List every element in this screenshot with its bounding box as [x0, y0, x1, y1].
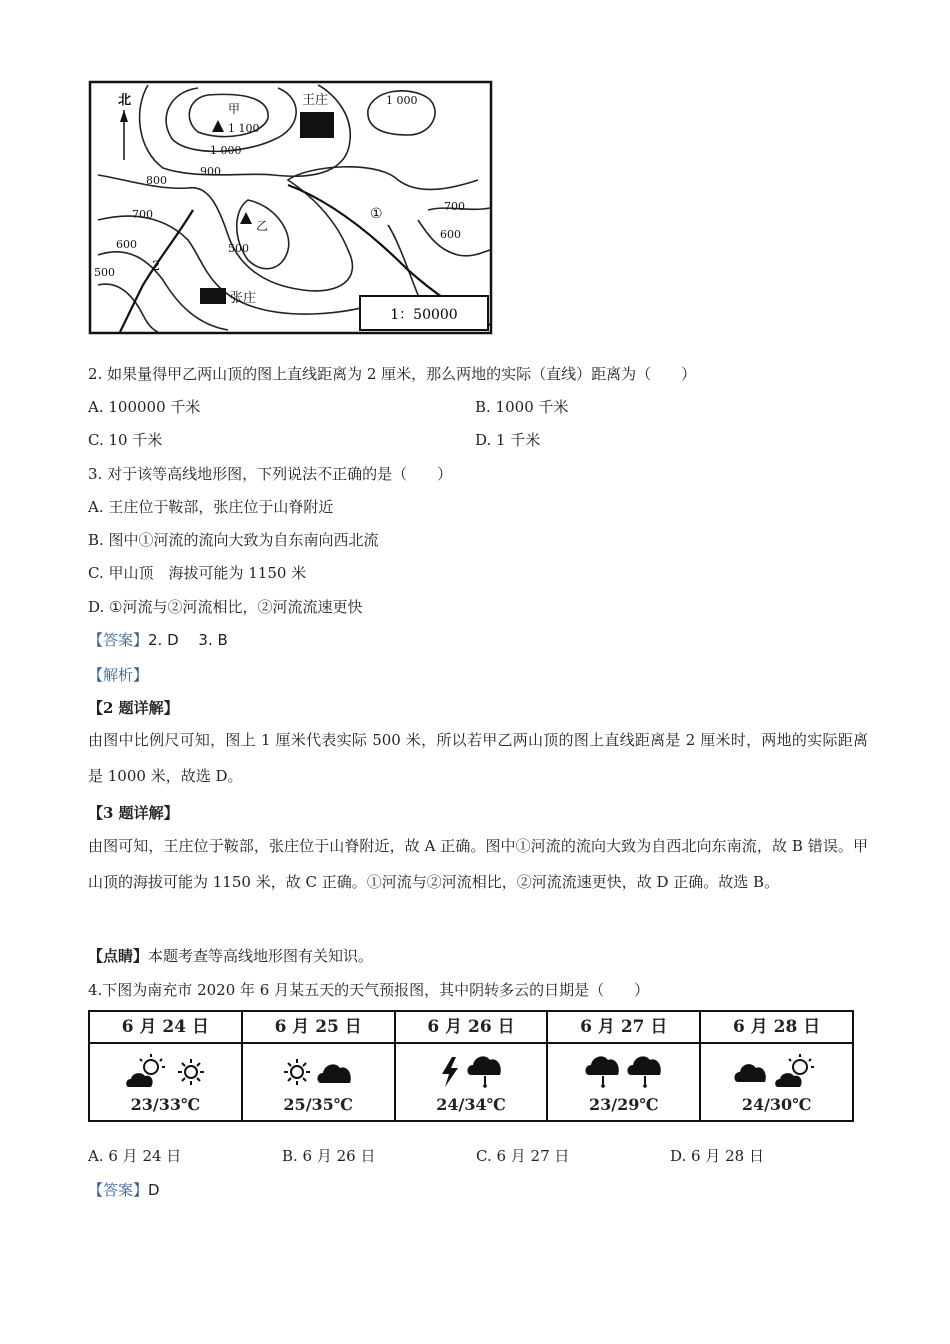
lightning-icon [439, 1056, 461, 1088]
contour-map [88, 80, 493, 335]
weather-date: 6 月 28 日 [701, 1012, 852, 1044]
rain-icon [627, 1055, 663, 1089]
answer-line-2 [88, 1180, 160, 1200]
q3-stem: 3. 对于该等高线地形图，下列说法不正确的是（ ） [88, 465, 453, 483]
contour-label-3: 900 [200, 165, 221, 178]
village-zhang-icon [200, 288, 226, 304]
contour-label-0: 1 000 [386, 94, 418, 107]
north-label: 北 [118, 93, 132, 108]
partly-cloudy-icon [125, 1053, 171, 1091]
detail3-title: 【3 题详解】 [88, 804, 179, 822]
q2-option-a: A. 100000 千米 [88, 398, 201, 416]
sunny-icon [177, 1058, 205, 1086]
rain-icon [467, 1055, 503, 1089]
q4-stem: 4.下图为南充市 2020 年 6 月某五天的天气预报图，其中阴转多云的日期是（ ） [88, 981, 650, 999]
contour-label-5: 700 [132, 208, 153, 221]
q4-option-d: D. 6 月 28 日 [670, 1147, 764, 1165]
label-wang: 王庄 [302, 93, 329, 108]
analysis-tag: 【解析】 [88, 666, 149, 684]
contour-label-1: 1 100 [228, 122, 260, 135]
weather-temp: 23/33℃ [130, 1094, 201, 1114]
detail2-body: 由图中比例尺可知，图上 1 厘米代表实际 500 米，所以若甲乙两山顶的图上直线距离是 2 厘米时，两地的实际距离是 1000 米，故选 D。 [88, 731, 868, 785]
contour-label-9: 700 [444, 200, 465, 213]
q3-option-b: B. 图中①河流的流向大致为自东南向西北流 [88, 531, 379, 549]
q2-stem: 2. 如果量得甲乙两山顶的图上直线距离为 2 厘米，那么两地的实际（直线）距离为（ ） [88, 365, 697, 383]
weather-day [243, 1012, 396, 1120]
comment-text: 本题考查等高线地形图有关知识。 [148, 947, 374, 965]
label-zhang: 张庄 [230, 291, 257, 306]
label-river-2: 2 [152, 259, 161, 274]
weather-forecast-table [88, 1010, 854, 1122]
label-jia: 甲 [228, 102, 241, 116]
q2-option-d: D. 1 千米 [475, 431, 541, 449]
weather-date: 6 月 26 日 [396, 1012, 547, 1044]
partly-cloudy-icon [774, 1053, 820, 1091]
weather-temp: 24/34℃ [436, 1094, 506, 1114]
overcast-icon [317, 1059, 353, 1085]
rain-icon [585, 1055, 621, 1089]
weather-day [548, 1012, 701, 1120]
weather-day [396, 1012, 549, 1120]
weather-temp: 25/35℃ [283, 1094, 353, 1114]
detail2-title: 【2 题详解】 [88, 699, 179, 717]
weather-temp: 24/30℃ [741, 1094, 812, 1114]
weather-day [701, 1012, 852, 1120]
q3-option-c: C. 甲山顶 海拔可能为 1150 米 [88, 564, 307, 582]
comment-line [88, 946, 373, 966]
contour-label-8: 500 [228, 242, 249, 255]
weather-date: 6 月 24 日 [90, 1012, 241, 1044]
weather-temp: 23/29℃ [589, 1094, 659, 1114]
q3-option-d: D. ①河流与②河流相比，②河流流速更快 [88, 598, 363, 616]
comment-tag: 【点睛】 [88, 947, 149, 965]
q3-option-a: A. 王庄位于鞍部，张庄位于山脊附近 [88, 498, 334, 516]
q4-option-b: B. 6 月 26 日 [282, 1147, 376, 1165]
q2-option-b: B. 1000 千米 [475, 398, 569, 416]
q4-option-a: A. 6 月 24 日 [88, 1147, 182, 1165]
overcast-icon [734, 1060, 768, 1084]
contour-label-7: 500 [94, 266, 115, 279]
contour-label-10: 600 [440, 228, 461, 241]
q2-option-c: C. 10 千米 [88, 431, 163, 449]
answer-line-1 [88, 630, 228, 650]
sunny-icon [283, 1058, 311, 1086]
weather-day [90, 1012, 243, 1120]
answer-tag: 【答案】 [88, 1181, 149, 1199]
answer-text: D [148, 1181, 160, 1199]
map-scale: 1：50000 [390, 307, 458, 323]
detail3-body: 由图可知，王庄位于鞍部，张庄位于山脊附近，故 A 正确。图中①河流的流向大致为自西北向东南流，故 B 错误。甲山顶的海拔可能为 1150 米，故 C 正确。①河流与②河流相比，②河流流速更快，故 D 正确。故选 B。 [88, 837, 868, 891]
label-yi: 乙 [256, 219, 269, 233]
q4-option-c: C. 6 月 27 日 [476, 1147, 570, 1165]
weather-date: 6 月 27 日 [548, 1012, 699, 1044]
contour-label-4: 800 [146, 174, 167, 187]
label-river-1: ① [370, 206, 383, 222]
answer-tag: 【答案】 [88, 631, 149, 649]
contour-label-2: 1 000 [210, 144, 242, 157]
answer-text: 2. D 3. B [148, 631, 228, 649]
village-wang-icon [300, 112, 334, 138]
contour-label-6: 600 [116, 238, 137, 251]
weather-date: 6 月 25 日 [243, 1012, 394, 1044]
